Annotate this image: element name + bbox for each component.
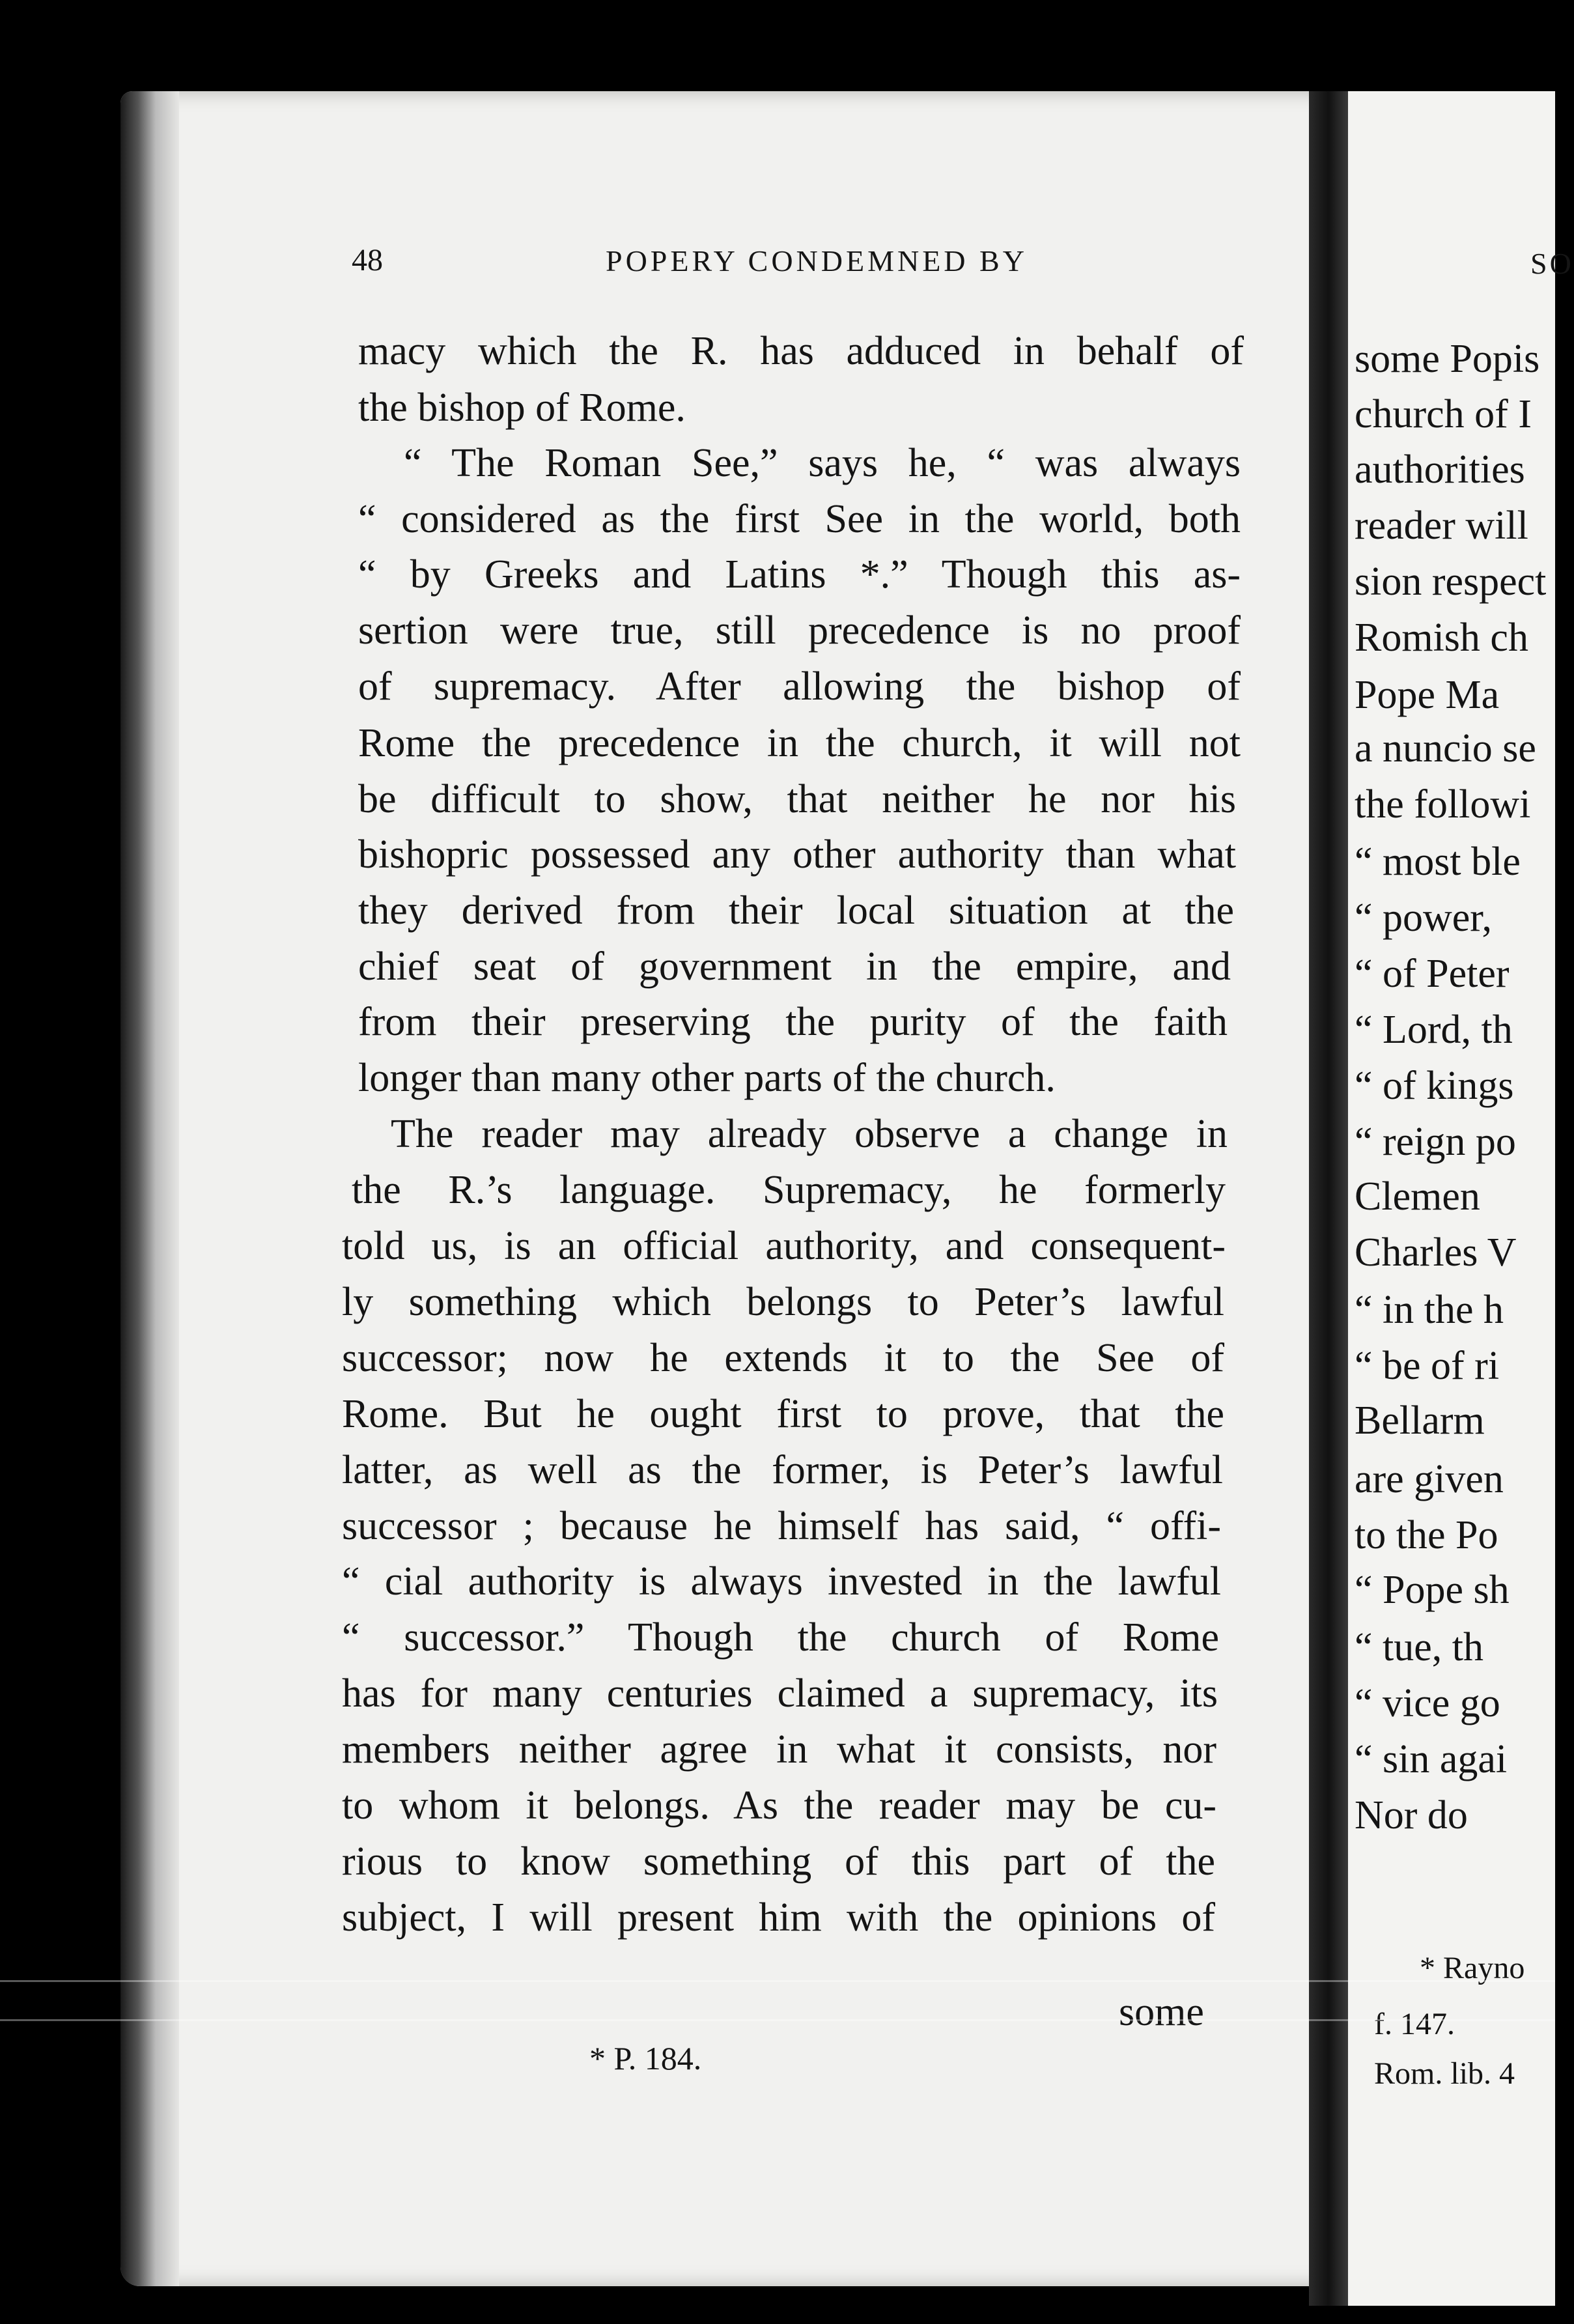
- text-line: Rome. But he ought first to prove, that the: [342, 1392, 1224, 1436]
- text-line: The reader may already observe a change in: [391, 1112, 1228, 1156]
- footnote: * P. 184.: [589, 2040, 702, 2076]
- text-line: has for many centuries claimed a supremacy, its: [342, 1671, 1218, 1716]
- right-text-line: Nor do: [1355, 1793, 1468, 1837]
- running-head-title: POPERY CONDEMNED BY: [606, 244, 1028, 277]
- page-number: 48: [352, 243, 383, 277]
- right-text-line: reader will: [1355, 503, 1528, 548]
- text-line: macy which the R. has adduced in behalf of: [358, 329, 1244, 373]
- running-head: [352, 242, 1289, 281]
- right-text-line: “ Lord, th: [1355, 1008, 1513, 1052]
- text-line: from their preserving the purity of the faith: [358, 1000, 1228, 1044]
- text-line: “ The Roman See,” says he, “ was always: [404, 441, 1241, 485]
- right-text-line: to the Po: [1355, 1513, 1498, 1557]
- text-line: of supremacy. After allowing the bishop of: [358, 664, 1241, 709]
- right-text-line: church of I: [1355, 392, 1532, 436]
- text-line: they derived from their local situation at the: [358, 888, 1234, 933]
- right-running-head: SO: [1530, 247, 1574, 280]
- book-gutter: [1309, 91, 1348, 2306]
- text-line: Rome the precedence in the church, it will not: [358, 721, 1241, 765]
- right-text-line: “ power,: [1355, 896, 1492, 940]
- text-line: successor ; because he himself has said, “ offi-: [342, 1504, 1221, 1548]
- text-line: longer than many other parts of the church.: [358, 1056, 1056, 1100]
- right-text-line: “ vice go: [1355, 1681, 1500, 1725]
- text-line: told us, is an official authority, and consequent-: [342, 1224, 1226, 1268]
- right-text-line: the followi: [1355, 782, 1531, 827]
- right-text-line: “ sin agai: [1355, 1737, 1508, 1781]
- right-text-line: Charles V: [1355, 1230, 1517, 1275]
- text-line: sertion were true, still precedence is no proof: [358, 608, 1241, 653]
- right-text-line: “ of Peter: [1355, 952, 1510, 996]
- text-line: “ by Greeks and Latins *.” Though this as-: [358, 552, 1241, 597]
- right-text-line: Clemen: [1355, 1174, 1480, 1219]
- right-text-line: “ most ble: [1355, 840, 1521, 884]
- text-line: the bishop of Rome.: [358, 386, 686, 430]
- right-footnote-line: f. 147.: [1374, 2007, 1455, 2041]
- right-text-line: “ be of ri: [1355, 1344, 1500, 1388]
- right-text-line: sion respect: [1355, 560, 1547, 604]
- text-line: subject, I will present him with the opinions of: [342, 1895, 1215, 1940]
- right-text-line: Bellarm: [1355, 1398, 1485, 1443]
- text-line: bishopric possessed any other authority than what: [358, 832, 1236, 877]
- right-footnote-line: * Rayno: [1420, 1951, 1525, 1985]
- text-line: “ successor.” Though the church of Rome: [342, 1615, 1219, 1660]
- right-footnote-line: Rom. lib. 4: [1374, 2056, 1515, 2091]
- right-text-line: “ tue, th: [1355, 1625, 1483, 1669]
- text-line: “ cial authority is always invested in the lawful: [342, 1559, 1221, 1604]
- right-text-line: “ reign po: [1355, 1120, 1516, 1164]
- right-text-line: “ of kings: [1355, 1064, 1514, 1108]
- right-text-line: a nuncio se: [1355, 726, 1536, 771]
- catchword: some: [1119, 1990, 1204, 2034]
- text-line: latter, as well as the former, is Peter’s lawful: [342, 1448, 1223, 1492]
- left-page-edge: [120, 91, 179, 2286]
- scan-artifact-line: [0, 2019, 1555, 2021]
- text-line: ly something which belongs to Peter’s lawful: [342, 1280, 1224, 1324]
- text-line: to whom it belongs. As the reader may be cu-: [342, 1783, 1216, 1828]
- scan-artifact-line: [0, 1980, 1555, 1982]
- text-line: “ considered as the first See in the world, both: [358, 497, 1241, 541]
- right-text-line: Pope Ma: [1355, 673, 1500, 717]
- right-text-line: some Popis: [1355, 337, 1540, 381]
- text-line: be difficult to show, that neither he nor his: [358, 777, 1236, 821]
- right-text-line: “ in the h: [1355, 1288, 1504, 1332]
- right-text-line: are given: [1355, 1457, 1504, 1501]
- text-line: chief seat of government in the empire, and: [358, 944, 1231, 989]
- text-line: successor; now he extends it to the See of: [342, 1336, 1224, 1380]
- right-text-line: Romish ch: [1355, 616, 1528, 660]
- text-line: the R.’s language. Supremacy, he formerly: [352, 1168, 1226, 1212]
- right-text-line: “ Pope sh: [1355, 1568, 1510, 1612]
- right-text-line: authorities: [1355, 447, 1525, 492]
- text-line: members neither agree in what it consists, nor: [342, 1727, 1216, 1772]
- text-line: rious to know something of this part of the: [342, 1839, 1215, 1884]
